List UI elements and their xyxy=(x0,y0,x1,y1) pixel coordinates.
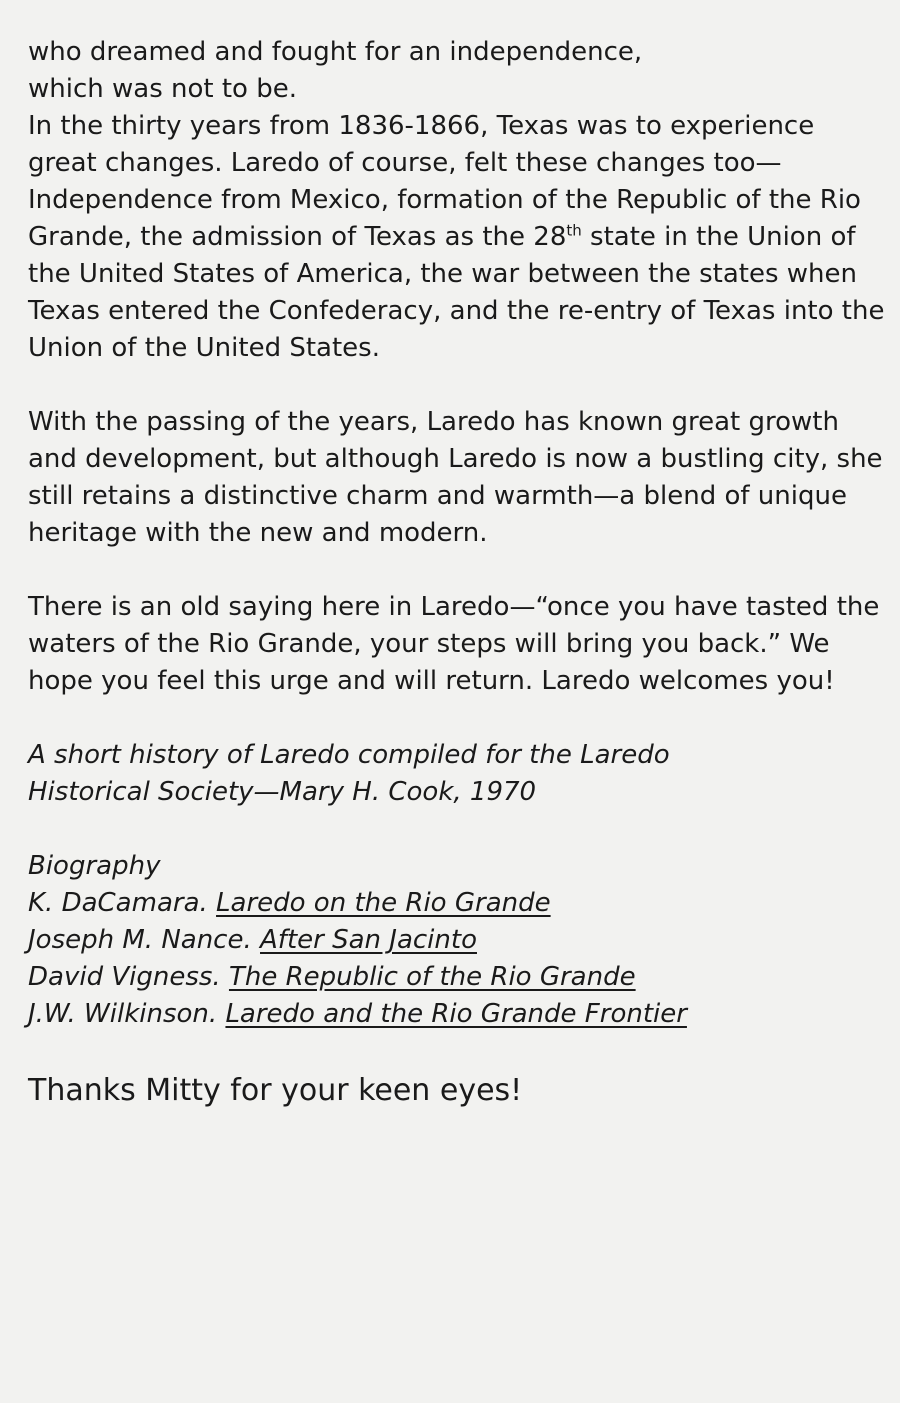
bibliography-entry xyxy=(28,922,888,959)
paragraph-saying: There is an old saying here in Laredo—“once you have tasted the waters of the Rio Grande, your steps will bring you back.” We hope you feel this urge and will return. Laredo welcomes you! xyxy=(28,592,880,696)
bibliography-entry xyxy=(28,996,888,1033)
document-page xyxy=(28,34,888,1109)
paragraph-text: state in the Union of the United States of America, the war between the states when Texas entered the Confederacy, and the re-entry of Texas into the Union of the United States. xyxy=(28,222,885,363)
bibliography-author: David Vigness. xyxy=(28,962,229,992)
bibliography-title: After San Jacinto xyxy=(260,925,477,955)
bibliography-heading: Biography xyxy=(28,851,161,881)
bibliography-title: Laredo on the Rio Grande xyxy=(216,888,551,918)
paragraph-text: In the thirty years from 1836-1866, Texas was to experience great changes. Laredo of course, felt these changes too—Independence from Mexico, formation of the Republic of the Rio Grande, the admission of Texas as the 28 xyxy=(28,111,861,252)
bibliography-title: Laredo and the Rio Grande Frontier xyxy=(225,999,687,1029)
intro-line: who dreamed and fought for an independence, xyxy=(28,37,643,67)
bibliography-entry xyxy=(28,885,888,922)
paragraph-growth: With the passing of the years, Laredo has known great growth and development, but although Laredo is now a bustling city, she still retains a distinctive charm and warmth—a blend of unique heritage with the new and modern. xyxy=(28,407,883,548)
bibliography-title: The Republic of the Rio Grande xyxy=(228,962,636,992)
bibliography-entry xyxy=(28,959,888,996)
ordinal-suffix: th xyxy=(566,221,582,240)
thanks-note: Thanks Mitty for your keen eyes! xyxy=(28,1073,523,1108)
paragraph-history xyxy=(28,108,888,367)
bibliography-author: J.W. Wilkinson. xyxy=(28,999,226,1029)
bibliography-author: Joseph M. Nance. xyxy=(28,925,261,955)
bibliography-author: K. DaCamara. xyxy=(28,888,217,918)
credit-line: A short history of Laredo compiled for the Laredo xyxy=(28,740,670,770)
intro-line: which was not to be. xyxy=(28,74,297,104)
credit-line: Historical Society—Mary H. Cook, 1970 xyxy=(28,777,537,807)
